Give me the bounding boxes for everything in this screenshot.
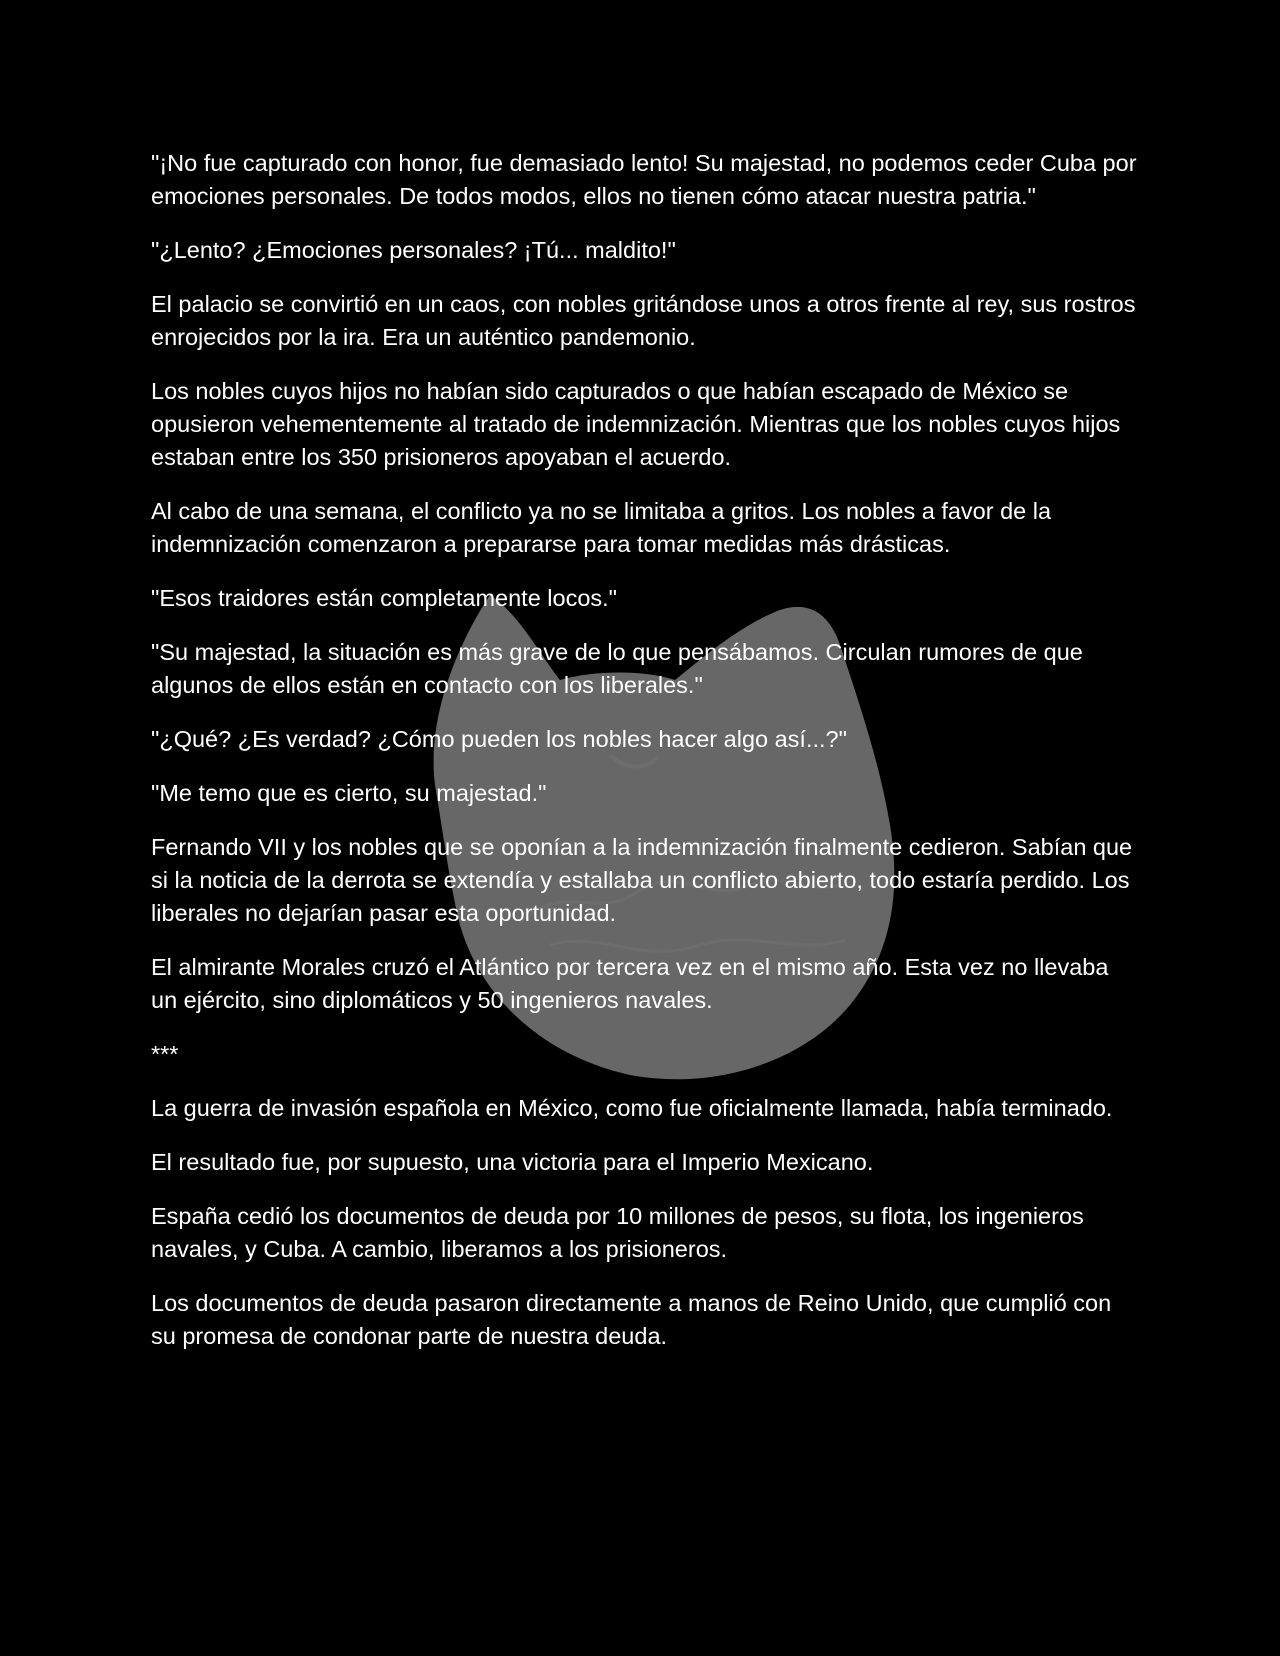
paragraph-4: Los nobles cuyos hijos no habían sido capturados o que habían escapado de México se opusieron vehementemente al tratado de indemnización. Mientras que los nobles cuyos hijos estaban entre los 350 prisioneros apoyaban el acuerdo. — [151, 378, 1121, 470]
document-body — [151, 147, 1141, 1374]
scene-break: *** — [151, 1041, 179, 1067]
paragraph-14: España cedió los documentos de deuda por 10 millones de pesos, su flota, los ingenieros navales, y Cuba. A cambio, liberamos a los prisioneros. — [151, 1203, 1084, 1262]
paragraph-13: El resultado fue, por supuesto, una victoria para el Imperio Mexicano. — [151, 1149, 874, 1175]
paragraph-6: "Esos traidores están completamente locos." — [151, 585, 618, 611]
paragraph-8: "¿Qué? ¿Es verdad? ¿Cómo pueden los nobles hacer algo así...?" — [151, 726, 847, 752]
paragraph-1: "¡No fue capturado con honor, fue demasiado lento! Su majestad, no podemos ceder Cuba por emociones personales. De todos modos, ellos no tienen cómo atacar nuestra patria." — [151, 150, 1137, 209]
paragraph-5: Al cabo de una semana, el conflicto ya no se limitaba a gritos. Los nobles a favor de la indemnización comenzaron a prepararse para tomar medidas más drásticas. — [151, 498, 1052, 557]
paragraph-9: "Me temo que es cierto, su majestad." — [151, 780, 547, 806]
paragraph-3: El palacio se convirtió en un caos, con nobles gritándose unos a otros frente al rey, sus rostros enrojecidos por la ira. Era un auténtico pandemonio. — [151, 291, 1136, 350]
paragraph-12: La guerra de invasión española en México, como fue oficialmente llamada, había terminado. — [151, 1095, 1113, 1121]
paragraph-7: "Su majestad, la situación es más grave de lo que pensábamos. Circulan rumores de que algunos de ellos están en contacto con los liberales." — [151, 639, 1083, 698]
paragraph-10: Fernando VII y los nobles que se oponían a la indemnización finalmente cedieron. Sabían que si la noticia de la derrota se extendía y estallaba un conflicto abierto, todo estaría perdido. Los liberales no dejarían pasar esta oportunidad. — [151, 834, 1133, 926]
paragraph-15: Los documentos de deuda pasaron directamente a manos de Reino Unido, que cumplió con su promesa de condonar parte de nuestra deuda. — [151, 1290, 1112, 1349]
paragraph-11: El almirante Morales cruzó el Atlántico por tercera vez en el mismo año. Esta vez no llevaba un ejército, sino diplomáticos y 50 ingenieros navales. — [151, 954, 1109, 1013]
paragraph-2: "¿Lento? ¿Emociones personales? ¡Tú... maldito!" — [151, 237, 676, 263]
